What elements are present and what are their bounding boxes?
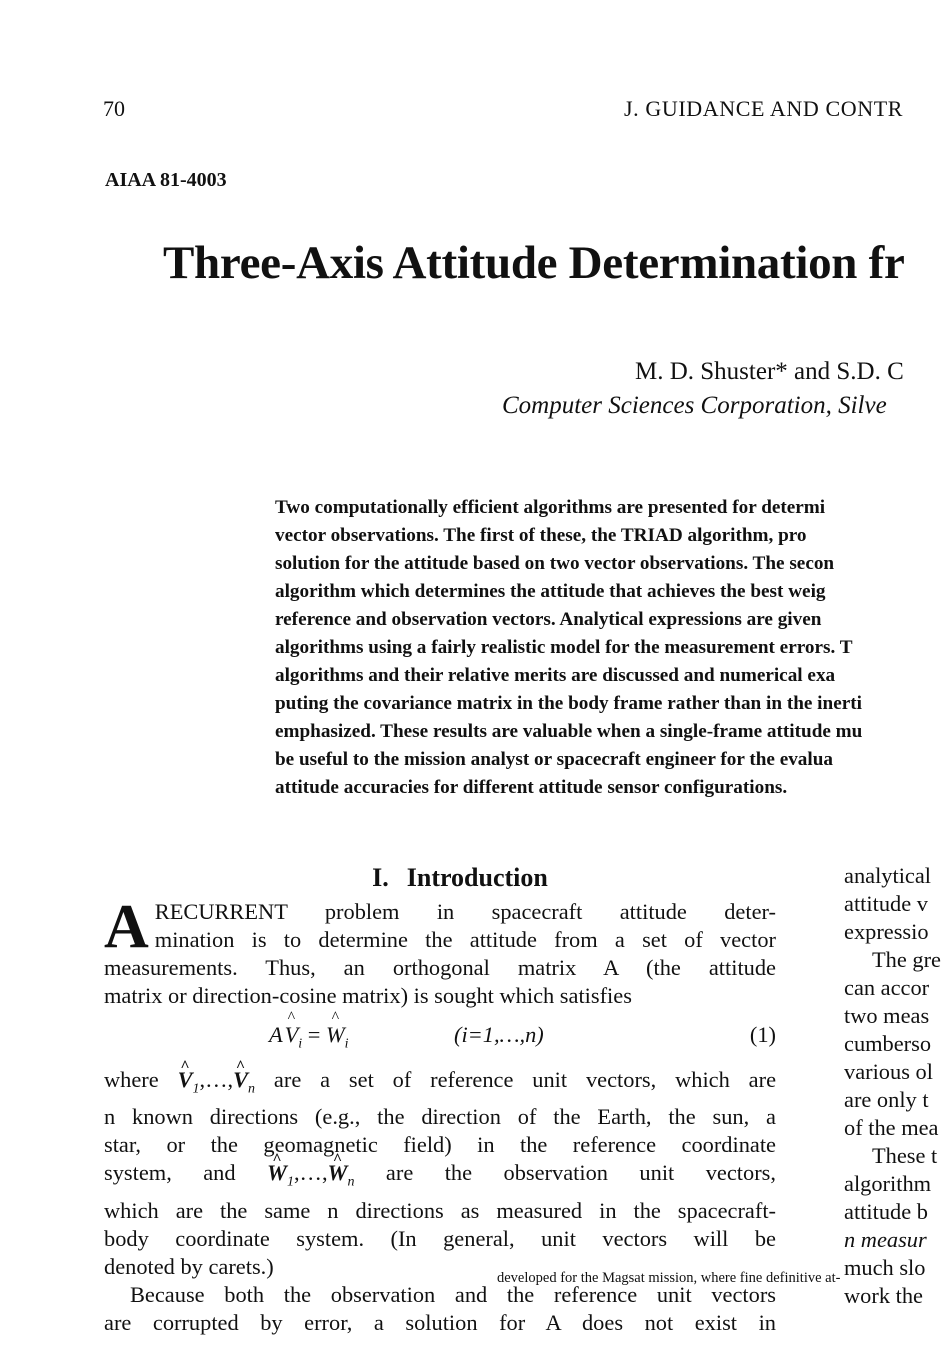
text-line: star, or the geomagnetic field) in the reference coordinate — [104, 1132, 776, 1158]
text-line: attitude v — [844, 891, 928, 916]
abstract-line: be useful to the mission analyst or spacecraft engineer for the evalua — [275, 749, 833, 770]
drop-cap: A — [104, 893, 149, 961]
text-line: much slo — [844, 1255, 926, 1280]
intro-paragraph-1 — [104, 893, 776, 1010]
section-title: Introduction — [406, 863, 548, 892]
left-column — [104, 862, 776, 1337]
text-line: various ol — [844, 1059, 933, 1084]
abstract-line: algorithms using a fairly realistic model for the measurement errors. T — [275, 637, 853, 658]
text-line: two meas — [844, 1003, 930, 1028]
text-line: These t — [872, 1143, 938, 1168]
text-line: n measur — [844, 1227, 927, 1252]
text-line: body coordinate system. (In general, unit vectors will be — [104, 1225, 776, 1251]
right-column — [844, 862, 950, 1310]
text-line: n known directions (e.g., the direction of the Earth, the sun, a — [104, 1104, 776, 1130]
text-line: RECURRENT problem in spacecraft attitude deter- — [154, 899, 776, 924]
intro-paragraph-2 — [104, 1066, 776, 1281]
abstract — [275, 494, 950, 802]
abstract-line: algorithms and their relative merits are discussed and numerical exa — [275, 665, 836, 686]
abstract-line: puting the covariance matrix in the body frame rather than in the inerti — [275, 693, 862, 714]
authors: M. D. Shuster* and S.D. C — [635, 358, 904, 385]
abstract-line: attitude accuracies for different attitude sensor configurations. — [275, 777, 788, 798]
text-line: which are the same n directions as measured in the spacecraft- — [104, 1197, 776, 1223]
text-line: attitude b — [844, 1199, 928, 1224]
section-heading — [104, 862, 776, 894]
affiliation: Computer Sciences Corporation, Silve — [502, 392, 887, 419]
paper-title: Three-Axis Attitude Determination fr — [163, 237, 905, 289]
paper-id: AIAA 81-4003 — [105, 169, 227, 191]
equation-number: (1) — [749, 1022, 776, 1047]
overlay-text: developed for the Magsat mission, where fine definitive at- — [497, 1270, 841, 1286]
abstract-line: algorithm which determines the attitude that achieves the best weig — [275, 581, 826, 602]
journal-name: J. GUIDANCE AND CONTR — [624, 96, 904, 121]
text-line: matrix or direction-cosine matrix) is sought which satisfies — [104, 983, 632, 1008]
text-line: denoted by carets.) — [104, 1253, 274, 1279]
abstract-line: reference and observation vectors. Analytical expressions are given — [275, 609, 822, 630]
equation-range: (i=1,…,n) — [454, 1022, 544, 1047]
text-line: are only t — [844, 1087, 929, 1112]
text-line: work the — [844, 1283, 923, 1308]
text-line: are corrupted by error, a solution for A does not exist in — [104, 1309, 776, 1335]
page-number: 70 — [103, 96, 125, 121]
abstract-line: solution for the attitude based on two vector observations. The secon — [275, 553, 835, 574]
equation-expression: A ^ $V_i$ = ^ $W_i$ — [269, 1022, 349, 1052]
text-line: can accor — [844, 975, 930, 1000]
text-line: of the mea — [844, 1115, 939, 1140]
text-line: analytical — [844, 863, 932, 888]
abstract-line: Two computationally efficient algorithms are presented for determi — [275, 497, 826, 518]
equation-1 — [104, 1010, 776, 1066]
text-line: mination is to determine the attitude from a set of vector — [154, 927, 776, 952]
text-line: cumberso — [844, 1031, 932, 1056]
intro-paragraph-3 — [104, 1281, 776, 1337]
abstract-line: emphasized. These results are valuable when a single-frame attitude mu — [275, 721, 863, 742]
text-line: expressio — [844, 919, 929, 944]
text-line: measurements. Thus, an orthogonal matrix A (the attitude — [104, 955, 776, 980]
abstract-line: vector observations. The first of these, the TRIAD algorithm, pro — [275, 525, 807, 546]
text-line: where ^ $V_1,\dots,\^{}$ $V_n$ are a set of reference unit vectors, which are — [104, 1066, 776, 1103]
text-line: The gre — [872, 947, 941, 972]
text-line: Because both the observation and the reference unit vectors — [130, 1281, 776, 1307]
section-number: I. — [372, 863, 389, 892]
text-line: algorithm — [844, 1171, 932, 1196]
text-line: system, and ^ $W_1,\dots,\^{}$ $W_n$ are the observation unit vectors, — [104, 1159, 776, 1196]
